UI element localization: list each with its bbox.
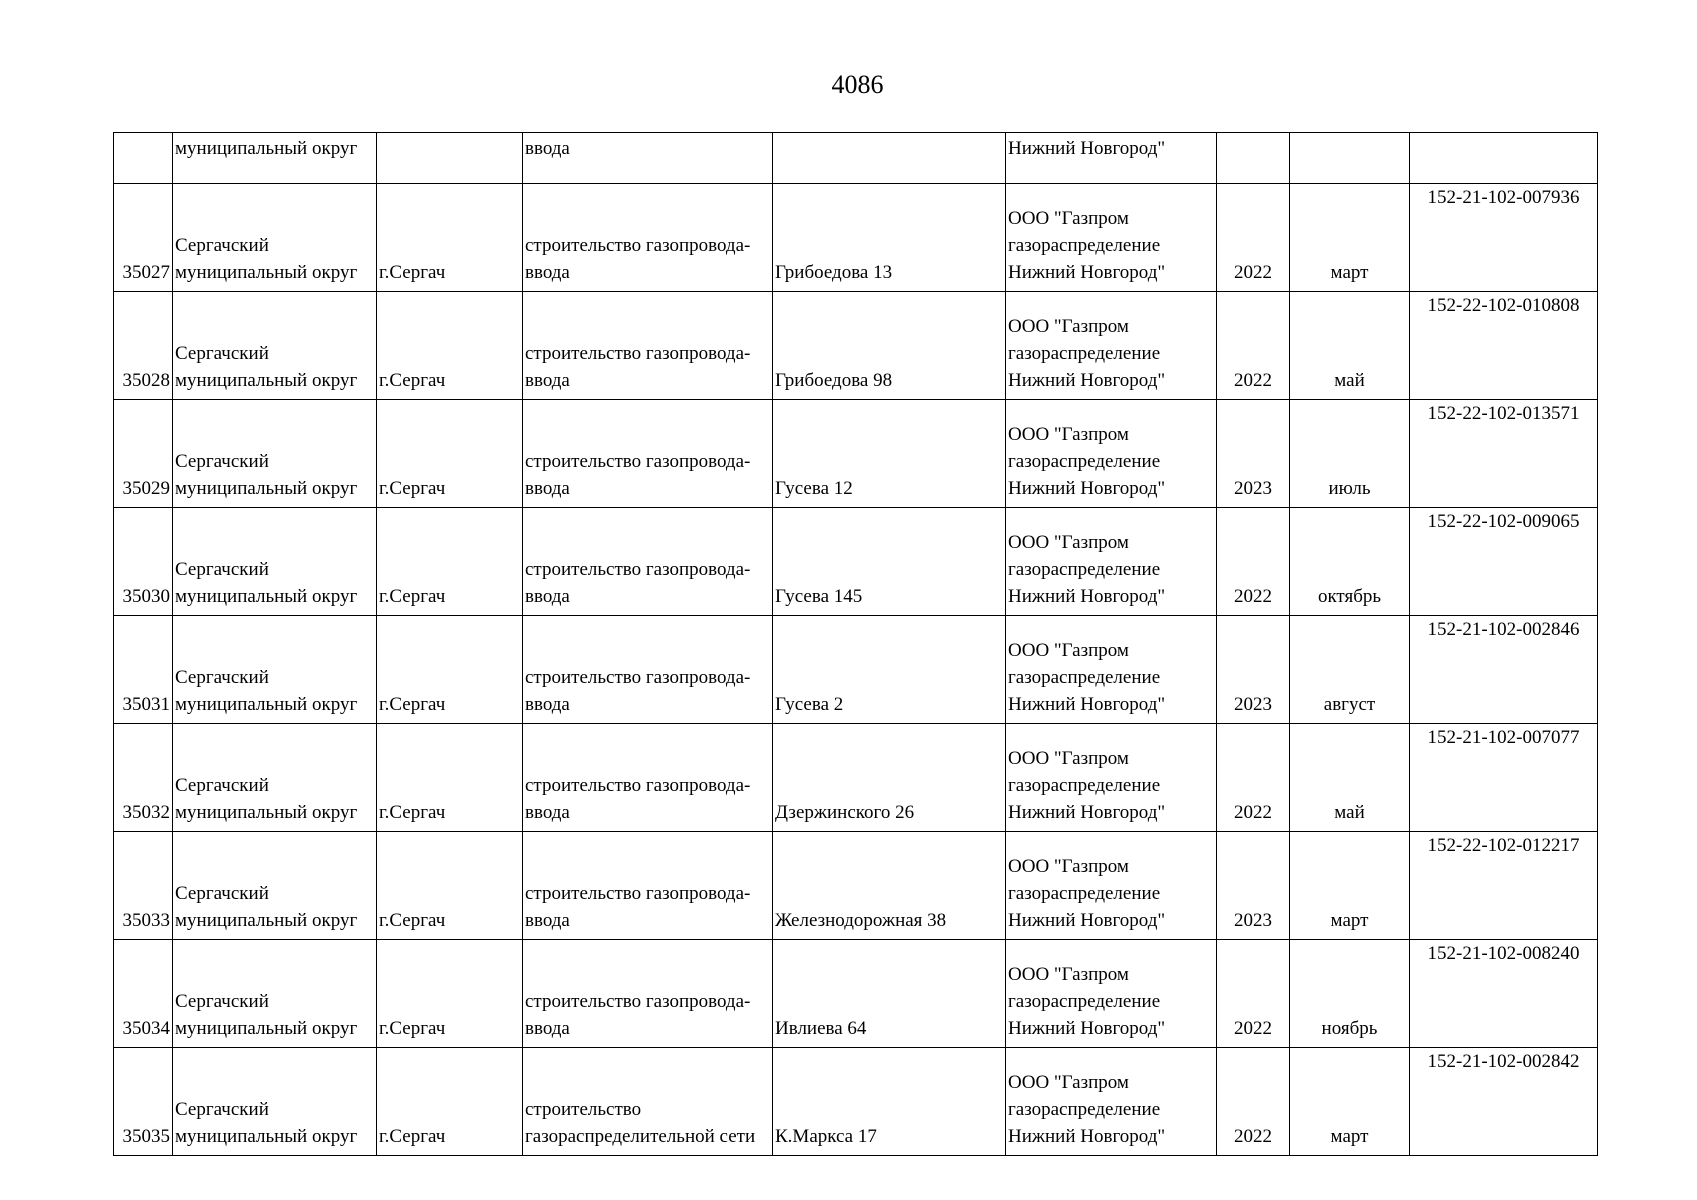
cell-address: Гусева 12 bbox=[773, 400, 1006, 508]
cell-year bbox=[1217, 133, 1290, 184]
cell-number: 35032 bbox=[114, 724, 173, 832]
table-row bbox=[114, 508, 1598, 616]
org-line-3: Нижний Новгород" bbox=[1008, 478, 1166, 499]
cell-work bbox=[523, 184, 773, 292]
cell-number: 35030 bbox=[114, 508, 173, 616]
cell-address: Грибоедова 98 bbox=[773, 292, 1006, 400]
cell-address: Ивлиева 64 bbox=[773, 940, 1006, 1048]
cell-district bbox=[173, 616, 377, 724]
district-name: Сергачский bbox=[175, 883, 269, 904]
cell-organization bbox=[1006, 292, 1217, 400]
work-line-1: строительство газопровода- bbox=[525, 235, 751, 256]
district-name: Сергачский bbox=[175, 451, 269, 472]
cell-address: Дзержинского 26 bbox=[773, 724, 1006, 832]
district-name: Сергачский bbox=[175, 343, 269, 364]
cell-work bbox=[523, 832, 773, 940]
table-row bbox=[114, 184, 1598, 292]
org-line-3: Нижний Новгород" bbox=[1008, 586, 1166, 607]
cell-number: 35033 bbox=[114, 832, 173, 940]
work-line-2: ввода bbox=[525, 478, 570, 499]
cell-locality: г.Сергач bbox=[377, 832, 523, 940]
cell-code bbox=[1410, 133, 1598, 184]
table-row bbox=[114, 616, 1598, 724]
cell-year: 2022 bbox=[1217, 292, 1290, 400]
cell-code: 152-21-102-007077 bbox=[1410, 724, 1598, 832]
cell-organization bbox=[1006, 1048, 1217, 1156]
cell-month: март bbox=[1290, 832, 1410, 940]
district-name: Сергачский bbox=[175, 775, 269, 796]
cell-code: 152-22-102-009065 bbox=[1410, 508, 1598, 616]
cell-work bbox=[523, 1048, 773, 1156]
org-line-2: газораспределение bbox=[1008, 1099, 1161, 1120]
table-row-continuation bbox=[114, 133, 1598, 184]
org-line-3: Нижний Новгород" bbox=[1008, 802, 1166, 823]
org-line-2: газораспределение bbox=[1008, 991, 1161, 1012]
district-type: муниципальный округ bbox=[175, 262, 358, 283]
cell-year: 2022 bbox=[1217, 940, 1290, 1048]
district-type: муниципальный округ bbox=[175, 370, 358, 391]
cell-address bbox=[773, 133, 1006, 184]
cell-district bbox=[173, 508, 377, 616]
org-line-3: Нижний Новгород" bbox=[1008, 370, 1166, 391]
cell-locality bbox=[377, 133, 523, 184]
table-row bbox=[114, 292, 1598, 400]
table-row bbox=[114, 832, 1598, 940]
work-line-1: строительство газопровода- bbox=[525, 991, 751, 1012]
cell-organization: Нижний Новгород" bbox=[1006, 133, 1217, 184]
org-line-2: газораспределение bbox=[1008, 667, 1161, 688]
org-line-1: ООО "Газпром bbox=[1008, 208, 1129, 229]
cell-organization bbox=[1006, 724, 1217, 832]
cell-address: Гусева 2 bbox=[773, 616, 1006, 724]
cell-code: 152-21-102-002842 bbox=[1410, 1048, 1598, 1156]
work-line-2: ввода bbox=[525, 1018, 570, 1039]
cell-locality: г.Сергач bbox=[377, 616, 523, 724]
cell-code: 152-21-102-007936 bbox=[1410, 184, 1598, 292]
cell-number: 35027 bbox=[114, 184, 173, 292]
org-line-1: ООО "Газпром bbox=[1008, 316, 1129, 337]
cell-year: 2023 bbox=[1217, 832, 1290, 940]
table-row bbox=[114, 724, 1598, 832]
cell-month bbox=[1290, 133, 1410, 184]
cell-year: 2022 bbox=[1217, 184, 1290, 292]
cell-locality: г.Сергач bbox=[377, 724, 523, 832]
district-name: Сергачский bbox=[175, 991, 269, 1012]
cell-district bbox=[173, 1048, 377, 1156]
cell-district bbox=[173, 940, 377, 1048]
cell-district bbox=[173, 292, 377, 400]
work-line-2: ввода bbox=[525, 910, 570, 931]
cell-organization bbox=[1006, 508, 1217, 616]
cell-month: май bbox=[1290, 292, 1410, 400]
org-line-3: Нижний Новгород" bbox=[1008, 694, 1166, 715]
cell-number: 35034 bbox=[114, 940, 173, 1048]
district-type: муниципальный округ bbox=[175, 586, 358, 607]
cell-locality: г.Сергач bbox=[377, 940, 523, 1048]
district-type: муниципальный округ bbox=[175, 802, 358, 823]
cell-year: 2022 bbox=[1217, 508, 1290, 616]
org-line-1: ООО "Газпром bbox=[1008, 748, 1129, 769]
cell-code: 152-22-102-013571 bbox=[1410, 400, 1598, 508]
work-line-1: строительство газопровода- bbox=[525, 451, 751, 472]
cell-month: июль bbox=[1290, 400, 1410, 508]
work-line-2: ввода bbox=[525, 802, 570, 823]
work-line-1: строительство газопровода- bbox=[525, 883, 751, 904]
org-line-2: газораспределение bbox=[1008, 343, 1161, 364]
district-name: Сергачский bbox=[175, 1099, 269, 1120]
cell-address: К.Маркса 17 bbox=[773, 1048, 1006, 1156]
cell-organization bbox=[1006, 940, 1217, 1048]
cell-year: 2023 bbox=[1217, 400, 1290, 508]
cell-locality: г.Сергач bbox=[377, 508, 523, 616]
district-name: Сергачский bbox=[175, 559, 269, 580]
org-line-3: Нижний Новгород" bbox=[1008, 910, 1166, 931]
org-line-1: ООО "Газпром bbox=[1008, 424, 1129, 445]
work-line-2: ввода bbox=[525, 262, 570, 283]
cell-address: Железнодорожная 38 bbox=[773, 832, 1006, 940]
cell-number: 35031 bbox=[114, 616, 173, 724]
cell-district bbox=[173, 400, 377, 508]
cell-month: октябрь bbox=[1290, 508, 1410, 616]
cell-month: март bbox=[1290, 184, 1410, 292]
cell-locality: г.Сергач bbox=[377, 400, 523, 508]
work-line-1: строительство bbox=[525, 1099, 642, 1120]
work-line-1: строительство газопровода- bbox=[525, 775, 751, 796]
registry-table bbox=[113, 132, 1598, 1156]
cell-month: май bbox=[1290, 724, 1410, 832]
cell-district bbox=[173, 832, 377, 940]
org-line-1: ООО "Газпром bbox=[1008, 1072, 1129, 1093]
work-line-2: газораспределительной сети bbox=[525, 1126, 756, 1147]
org-line-2: газораспределение bbox=[1008, 775, 1161, 796]
cell-year: 2022 bbox=[1217, 724, 1290, 832]
org-line-1: ООО "Газпром bbox=[1008, 640, 1129, 661]
table-row bbox=[114, 940, 1598, 1048]
cell-work: ввода bbox=[523, 133, 773, 184]
cell-number: 35028 bbox=[114, 292, 173, 400]
cell-code: 152-22-102-010808 bbox=[1410, 292, 1598, 400]
cell-code: 152-21-102-002846 bbox=[1410, 616, 1598, 724]
cell-code: 152-22-102-012217 bbox=[1410, 832, 1598, 940]
org-line-3: Нижний Новгород" bbox=[1008, 1126, 1166, 1147]
cell-month: март bbox=[1290, 1048, 1410, 1156]
org-line-3: Нижний Новгород" bbox=[1008, 262, 1166, 283]
work-line-2: ввода bbox=[525, 694, 570, 715]
cell-organization bbox=[1006, 400, 1217, 508]
cell-work bbox=[523, 724, 773, 832]
cell-organization bbox=[1006, 184, 1217, 292]
org-line-1: ООО "Газпром bbox=[1008, 964, 1129, 985]
district-type: муниципальный округ bbox=[175, 1126, 358, 1147]
cell-locality: г.Сергач bbox=[377, 184, 523, 292]
district-type: муниципальный округ bbox=[175, 910, 358, 931]
district-type: муниципальный округ bbox=[175, 694, 358, 715]
table-row bbox=[114, 1048, 1598, 1156]
cell-district bbox=[173, 184, 377, 292]
cell-year: 2023 bbox=[1217, 616, 1290, 724]
cell-address: Грибоедова 13 bbox=[773, 184, 1006, 292]
cell-year: 2022 bbox=[1217, 1048, 1290, 1156]
district-type: муниципальный округ bbox=[175, 478, 358, 499]
cell-work bbox=[523, 616, 773, 724]
work-line-1: строительство газопровода- bbox=[525, 667, 751, 688]
org-line-2: газораспределение bbox=[1008, 235, 1161, 256]
page-number: 4086 bbox=[831, 70, 884, 99]
cell-organization bbox=[1006, 616, 1217, 724]
cell-work bbox=[523, 400, 773, 508]
org-line-2: газораспределение bbox=[1008, 559, 1161, 580]
cell-number: 35035 bbox=[114, 1048, 173, 1156]
cell-month: ноябрь bbox=[1290, 940, 1410, 1048]
work-line-1: строительство газопровода- bbox=[525, 559, 751, 580]
org-line-1: ООО "Газпром bbox=[1008, 856, 1129, 877]
district-name: Сергачский bbox=[175, 235, 269, 256]
cell-work bbox=[523, 508, 773, 616]
cell-district bbox=[173, 724, 377, 832]
org-line-1: ООО "Газпром bbox=[1008, 532, 1129, 553]
cell-number: 35029 bbox=[114, 400, 173, 508]
district-type: муниципальный округ bbox=[175, 1018, 358, 1039]
cell-locality: г.Сергач bbox=[377, 1048, 523, 1156]
cell-number bbox=[114, 133, 173, 184]
cell-work bbox=[523, 940, 773, 1048]
work-line-2: ввода bbox=[525, 586, 570, 607]
work-line-1: строительство газопровода- bbox=[525, 343, 751, 364]
cell-district: муниципальный округ bbox=[173, 133, 377, 184]
table-row bbox=[114, 400, 1598, 508]
cell-organization bbox=[1006, 832, 1217, 940]
cell-address: Гусева 145 bbox=[773, 508, 1006, 616]
district-name: Сергачский bbox=[175, 667, 269, 688]
cell-month: август bbox=[1290, 616, 1410, 724]
work-line-2: ввода bbox=[525, 370, 570, 391]
cell-locality: г.Сергач bbox=[377, 292, 523, 400]
org-line-3: Нижний Новгород" bbox=[1008, 1018, 1166, 1039]
org-line-2: газораспределение bbox=[1008, 451, 1161, 472]
cell-work bbox=[523, 292, 773, 400]
org-line-2: газораспределение bbox=[1008, 883, 1161, 904]
cell-code: 152-21-102-008240 bbox=[1410, 940, 1598, 1048]
